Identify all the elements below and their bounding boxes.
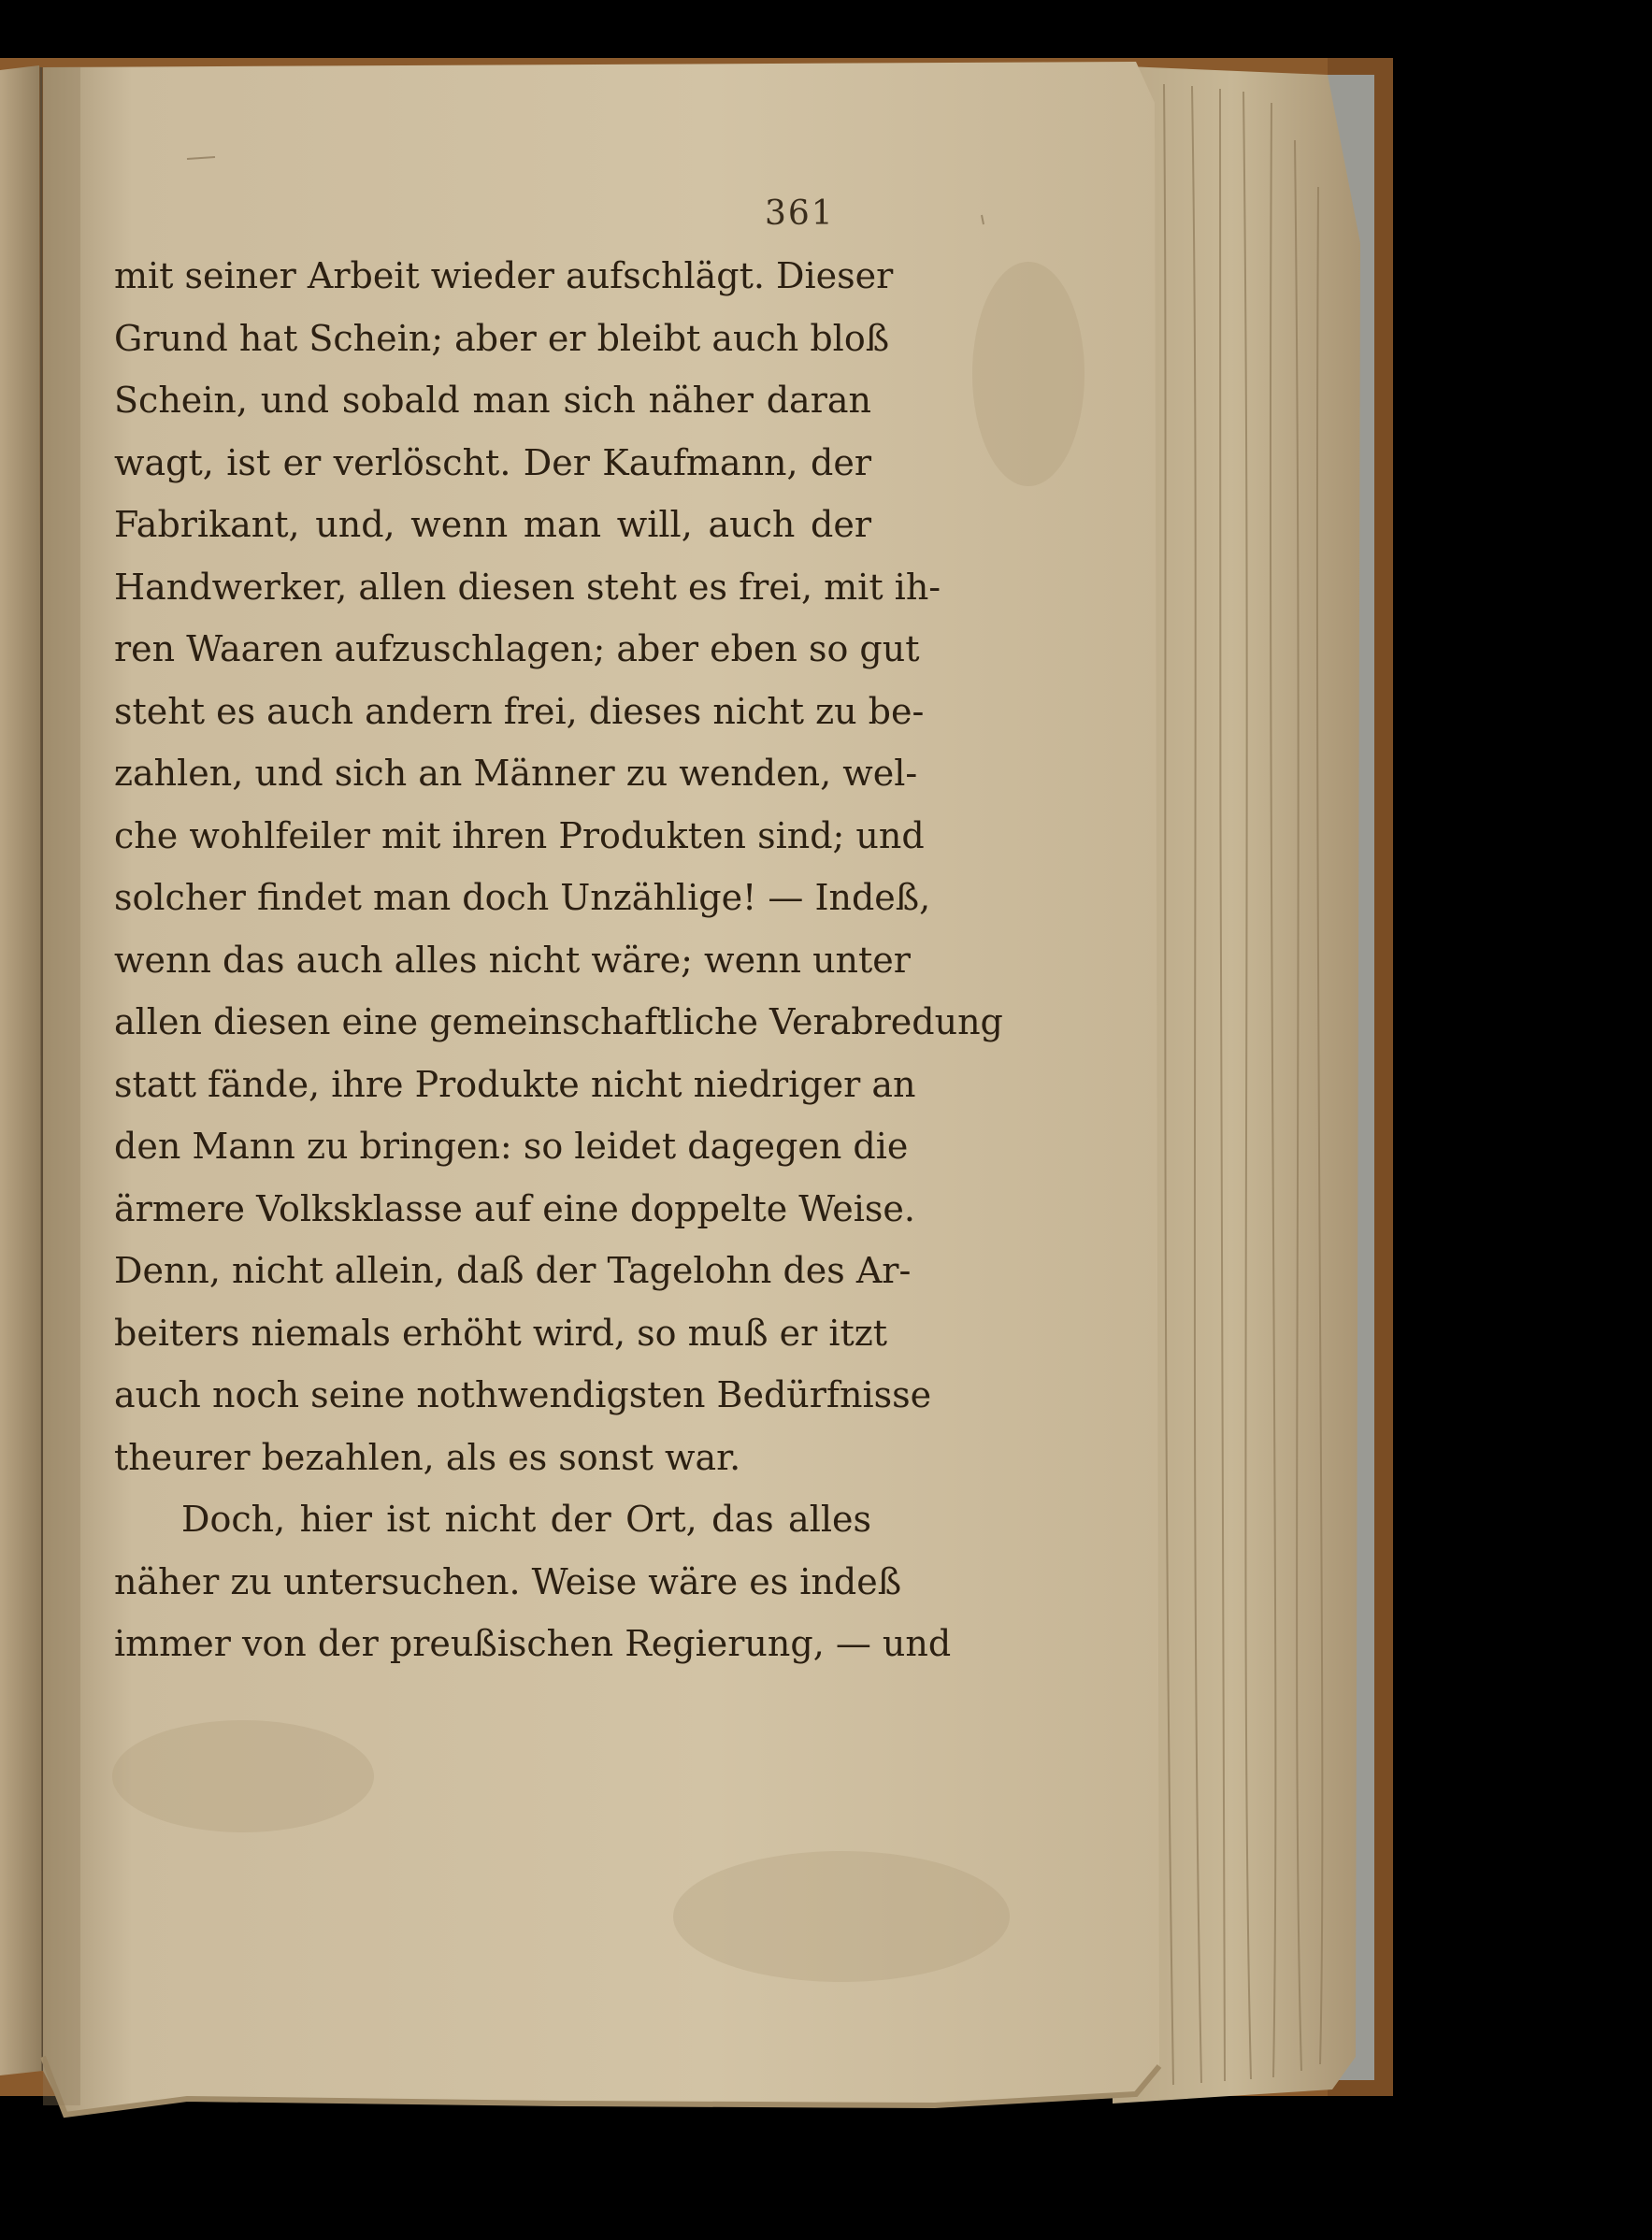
text-line: zahlen, und sich an Männer zu wenden, wel- xyxy=(114,753,918,794)
text-line: Handwerker, allen diesen steht es frei, mit ih- xyxy=(114,566,941,608)
text-line: Schein, und sobald man sich näher daran xyxy=(114,380,871,421)
text-line: wagt, ist er verlöscht. Der Kaufmann, der xyxy=(114,441,871,483)
text-line: ärmere Volksklasse auf eine doppelte Weise. xyxy=(114,1187,915,1229)
text-line: mit seiner Arbeit wieder aufschlägt. Dieser xyxy=(114,255,894,296)
text-line: beiters niemals erhöht wird, so muß er itzt xyxy=(114,1312,888,1354)
page-number: 361 xyxy=(765,194,835,233)
text-line: auch noch seine nothwendigsten Bedürfnisse xyxy=(114,1374,932,1415)
text-line: solcher findet man doch Unzählige! — Indeß, xyxy=(114,877,931,918)
text-line: näher zu untersuchen. Weise wäre es indeß xyxy=(114,1560,902,1602)
text-line: steht es auch andern frei, dieses nicht zu be- xyxy=(114,690,925,732)
text-line: statt fände, ihre Produkte nicht niedriger an xyxy=(114,1063,916,1105)
text-line: den Mann zu bringen: so leidet dagegen die xyxy=(114,1126,909,1167)
text-line: Doch, hier ist nicht der Ort, das alles xyxy=(181,1499,871,1540)
text-line: theurer bezahlen, als es sonst war. xyxy=(114,1436,741,1478)
text-line: ren Waaren aufzuschlagen; aber eben so gut xyxy=(114,628,920,669)
text-line: Denn, nicht allein, daß der Tagelohn des Ar- xyxy=(114,1250,912,1291)
page-body-text xyxy=(114,245,1003,1675)
text-line: wenn das auch alles nicht wäre; wenn unter xyxy=(114,939,911,981)
text-line: immer von der preußischen Regierung, — und xyxy=(114,1623,952,1664)
text-line: Grund hat Schein; aber er bleibt auch bloß xyxy=(114,317,890,359)
text-line: Fabrikant, und, wenn man will, auch der xyxy=(114,504,871,545)
text-line: allen diesen eine gemeinschaftliche Verabredung xyxy=(114,1001,1003,1042)
text-line: che wohlfeiler mit ihren Produkten sind; und xyxy=(114,814,925,856)
left-page xyxy=(0,65,43,2075)
